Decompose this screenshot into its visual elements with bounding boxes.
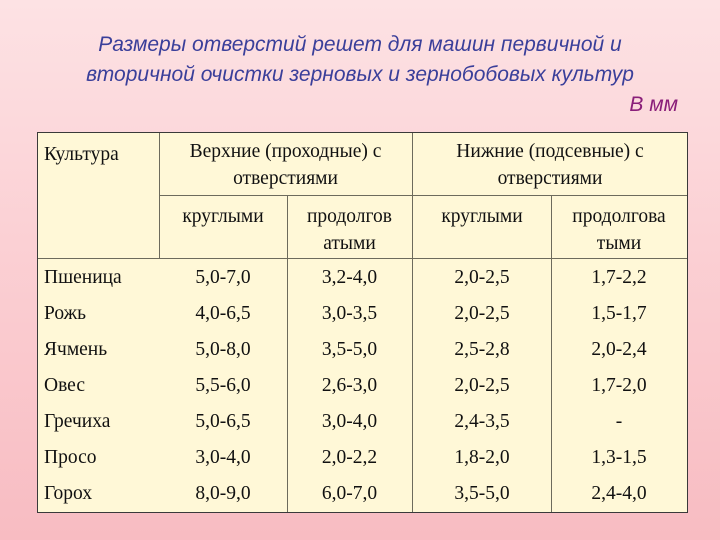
cell-upper-oblong: 3,0-4,0	[321, 411, 378, 432]
cell-upper-round: 5,0-6,5	[195, 411, 251, 432]
cell-lower-oblong: -	[615, 411, 623, 432]
cell-upper-round: 5,0-8,0	[195, 339, 251, 360]
cell-upper-oblong: 3,5-5,0	[321, 339, 378, 360]
header-lower-oblong-line-1: продолгова	[572, 206, 666, 227]
cell-lower-round: 2,0-2,5	[454, 303, 510, 324]
cell-culture: Просо	[44, 447, 97, 468]
header-upper-sieves	[159, 138, 412, 192]
cell-upper-oblong: 3,0-3,5	[321, 303, 378, 324]
cell-lower-oblong: 2,0-2,4	[591, 339, 647, 360]
header-lower-sieves	[413, 138, 687, 192]
cell-lower-oblong: 2,4-4,0	[591, 483, 647, 504]
cell-lower-oblong: 1,5-1,7	[591, 303, 647, 324]
cell-upper-round: 5,5-6,0	[195, 375, 251, 396]
table-divider	[38, 258, 687, 259]
cell-upper-oblong: 6,0-7,0	[321, 483, 378, 504]
cell-upper-round: 8,0-9,0	[195, 483, 251, 504]
header-upper-oblong	[287, 203, 412, 257]
cell-upper-oblong: 2,6-3,0	[321, 375, 378, 396]
header-lower-round: круглыми	[441, 206, 523, 227]
unit-label: В мм	[629, 93, 678, 116]
header-lower-line-2: отверстиями	[497, 168, 603, 189]
cell-lower-round: 2,0-2,5	[454, 375, 510, 396]
cell-culture: Пшеница	[44, 267, 122, 288]
page-title	[0, 30, 720, 90]
cell-lower-round: 3,5-5,0	[454, 483, 510, 504]
cell-lower-round: 1,8-2,0	[454, 447, 510, 468]
cell-culture: Овес	[44, 375, 85, 396]
table-divider	[159, 195, 687, 196]
title-line-1: Размеры отверстий решет для машин первичной и	[98, 33, 622, 56]
cell-lower-round: 2,0-2,5	[454, 267, 510, 288]
header-lower-oblong-line-2: тыми	[596, 233, 642, 254]
cell-lower-oblong: 1,7-2,0	[591, 375, 647, 396]
header-upper-line-1: Верхние (проходные) с	[189, 141, 382, 162]
header-lower-line-1: Нижние (подсевные) с	[456, 141, 644, 162]
header-upper-round: круглыми	[182, 206, 264, 227]
cell-culture: Горох	[44, 483, 93, 504]
cell-lower-round: 2,4-3,5	[454, 411, 510, 432]
cell-lower-round: 2,5-2,8	[454, 339, 510, 360]
cell-lower-oblong: 1,7-2,2	[591, 267, 647, 288]
header-upper-oblong-line-2: атыми	[323, 233, 376, 254]
sieve-table	[37, 132, 688, 513]
cell-upper-round: 5,0-7,0	[195, 267, 251, 288]
cell-upper-round: 4,0-6,5	[195, 303, 251, 324]
cell-culture: Гречиха	[44, 411, 111, 432]
cell-upper-oblong: 3,2-4,0	[321, 267, 378, 288]
header-culture: Культура	[44, 144, 119, 165]
cell-upper-oblong: 2,0-2,2	[321, 447, 378, 468]
cell-culture: Рожь	[44, 303, 86, 324]
header-lower-oblong	[551, 203, 687, 257]
cell-lower-oblong: 1,3-1,5	[591, 447, 647, 468]
title-line-2: вторичной очистки зерновых и зернобобовых культур	[86, 63, 634, 86]
cell-culture: Ячмень	[44, 339, 108, 360]
cell-upper-round: 3,0-4,0	[195, 447, 251, 468]
header-upper-oblong-line-1: продолгов	[307, 206, 392, 227]
header-upper-line-2: отверстиями	[233, 168, 338, 189]
